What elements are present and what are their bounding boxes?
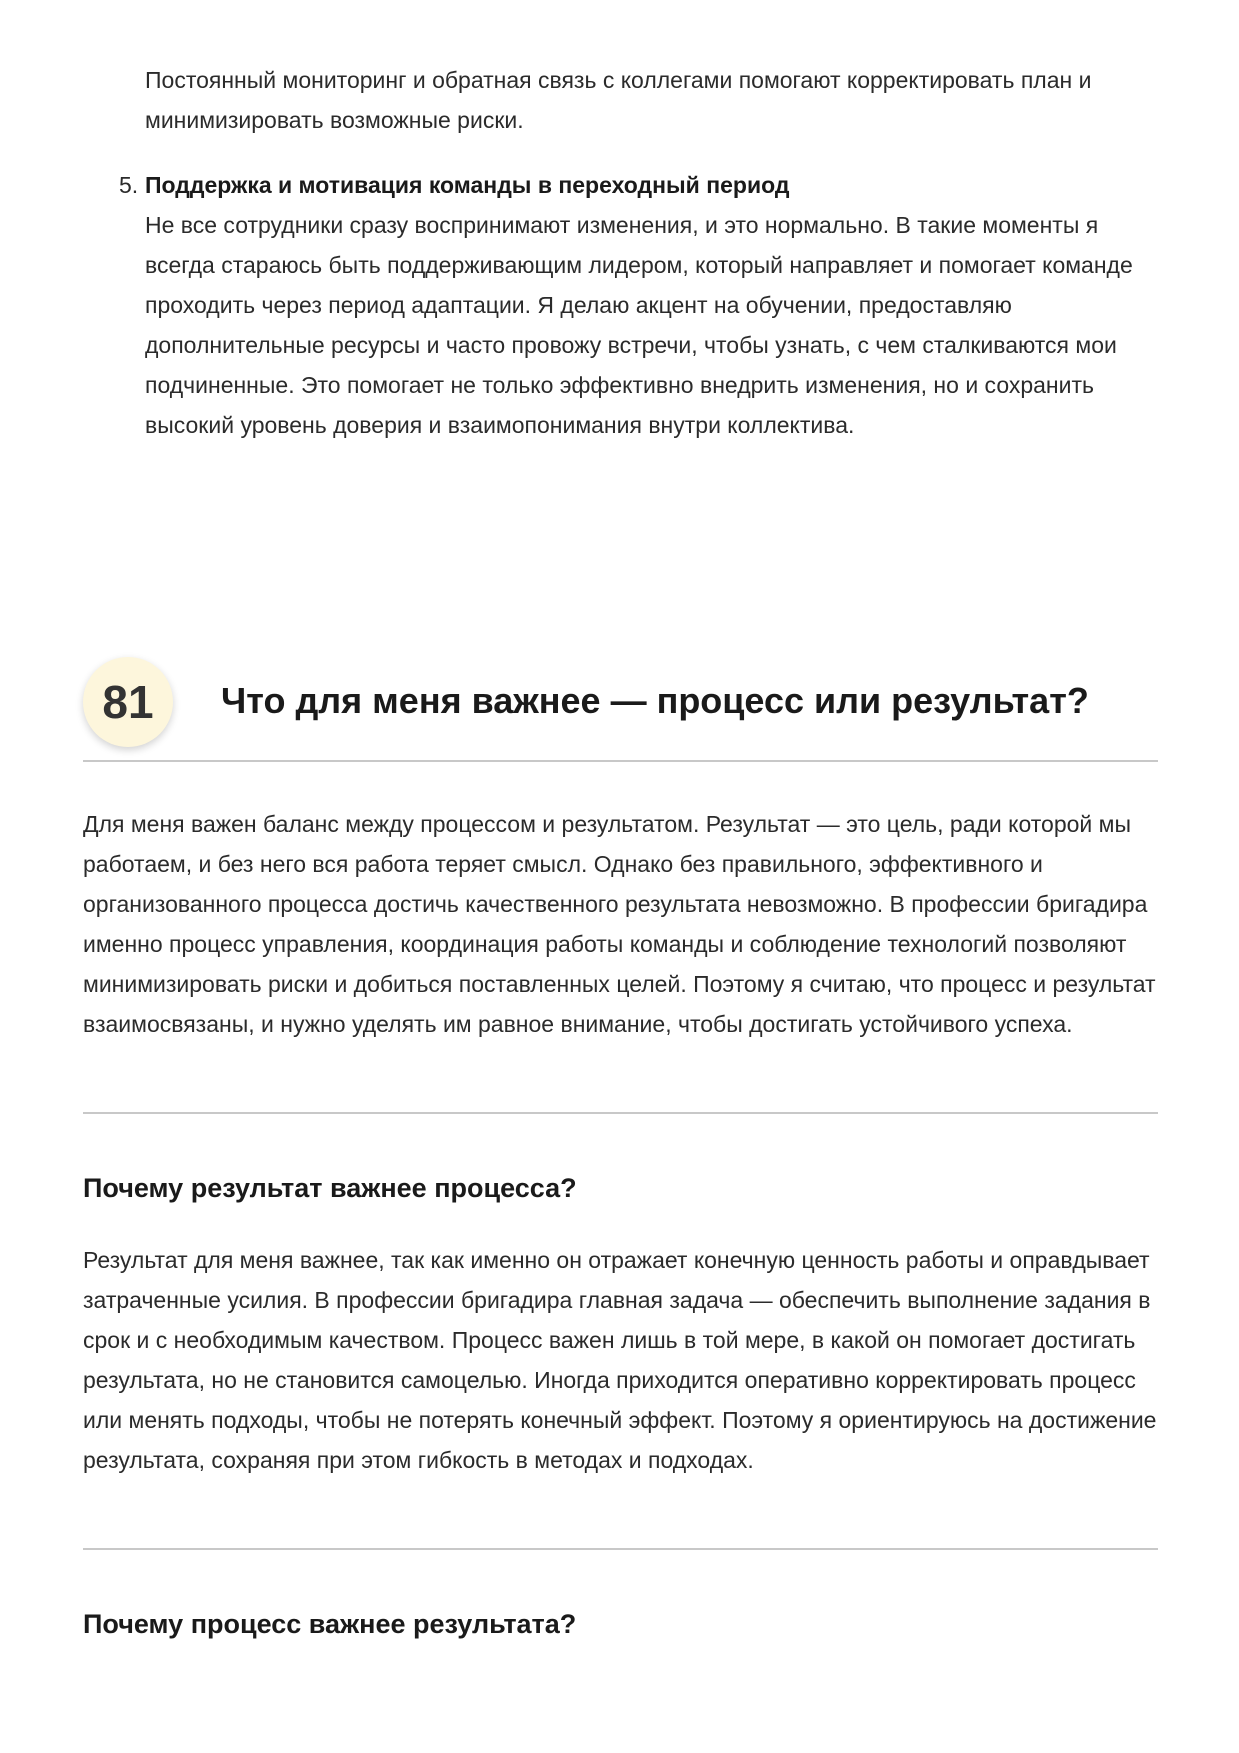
list-item-title: Поддержка и мотивация команды в переходный период bbox=[145, 172, 790, 198]
continuation-paragraph: Постоянный мониторинг и обратная связь с коллегами помогают корректировать план и минимизировать возможные риски. bbox=[145, 67, 1092, 133]
question-divider bbox=[83, 760, 1158, 762]
question-title: Что для меня важнее — процесс или результат? bbox=[221, 680, 1089, 721]
question-answer: Для меня важен баланс между процессом и результатом. Результат — это цель, ради которой мы работаем, и без него вся работа теряет смысл. Однако без правильного, эффективного и организованного процесса достичь качественного результата невозможно. В профессии бригадира именно процесс управления, координация работы команды и соблюдение технологий позволяют минимизировать риски и добиться поставленных целей. Поэтому я считаю, что процесс и результат взаимосвязаны, и нужно уделять им равное внимание, чтобы достигать устойчивого успеха. bbox=[83, 811, 1156, 1037]
section-divider bbox=[83, 1112, 1158, 1114]
question-header bbox=[83, 655, 1158, 763]
section-divider bbox=[83, 1548, 1158, 1550]
list-item-body bbox=[145, 165, 1158, 445]
list-item-number: 5. bbox=[119, 172, 139, 198]
section-heading: Почему процесс важнее результата? bbox=[83, 1609, 577, 1639]
list-item-text: Не все сотрудники сразу воспринимают изменения, и это нормально. В такие моменты я всегда стараюсь быть поддерживающим лидером, который направляет и помогает команде проходить через период адаптации. Я делаю акцент на обучении, предоставляю дополнительные ресурсы и часто провожу встречи, чтобы узнать, с чем сталкиваются мои подчиненные. Это помогает не только эффективно внедрить изменения, но и сохранить высокий уровень доверия и взаимопонимания внутри коллектива. bbox=[145, 212, 1133, 438]
section-text: Результат для меня важнее, так как именно он отражает конечную ценность работы и оправдывает затраченные усилия. В профессии бригадира главная задача — обеспечить выполнение задания в срок и с необходимым качеством. Процесс важен лишь в той мере, в какой он помогает достигать результата, но не становится самоцелью. Иногда приходится оперативно корректировать процесс или менять подходы, чтобы не потерять конечный эффект. Поэтому я ориентируюсь на достижение результата, сохраняя при этом гибкость в методах и подходах. bbox=[83, 1247, 1157, 1473]
question-number-badge: 81 bbox=[83, 657, 173, 747]
section-heading: Почему результат важнее процесса? bbox=[83, 1173, 577, 1203]
